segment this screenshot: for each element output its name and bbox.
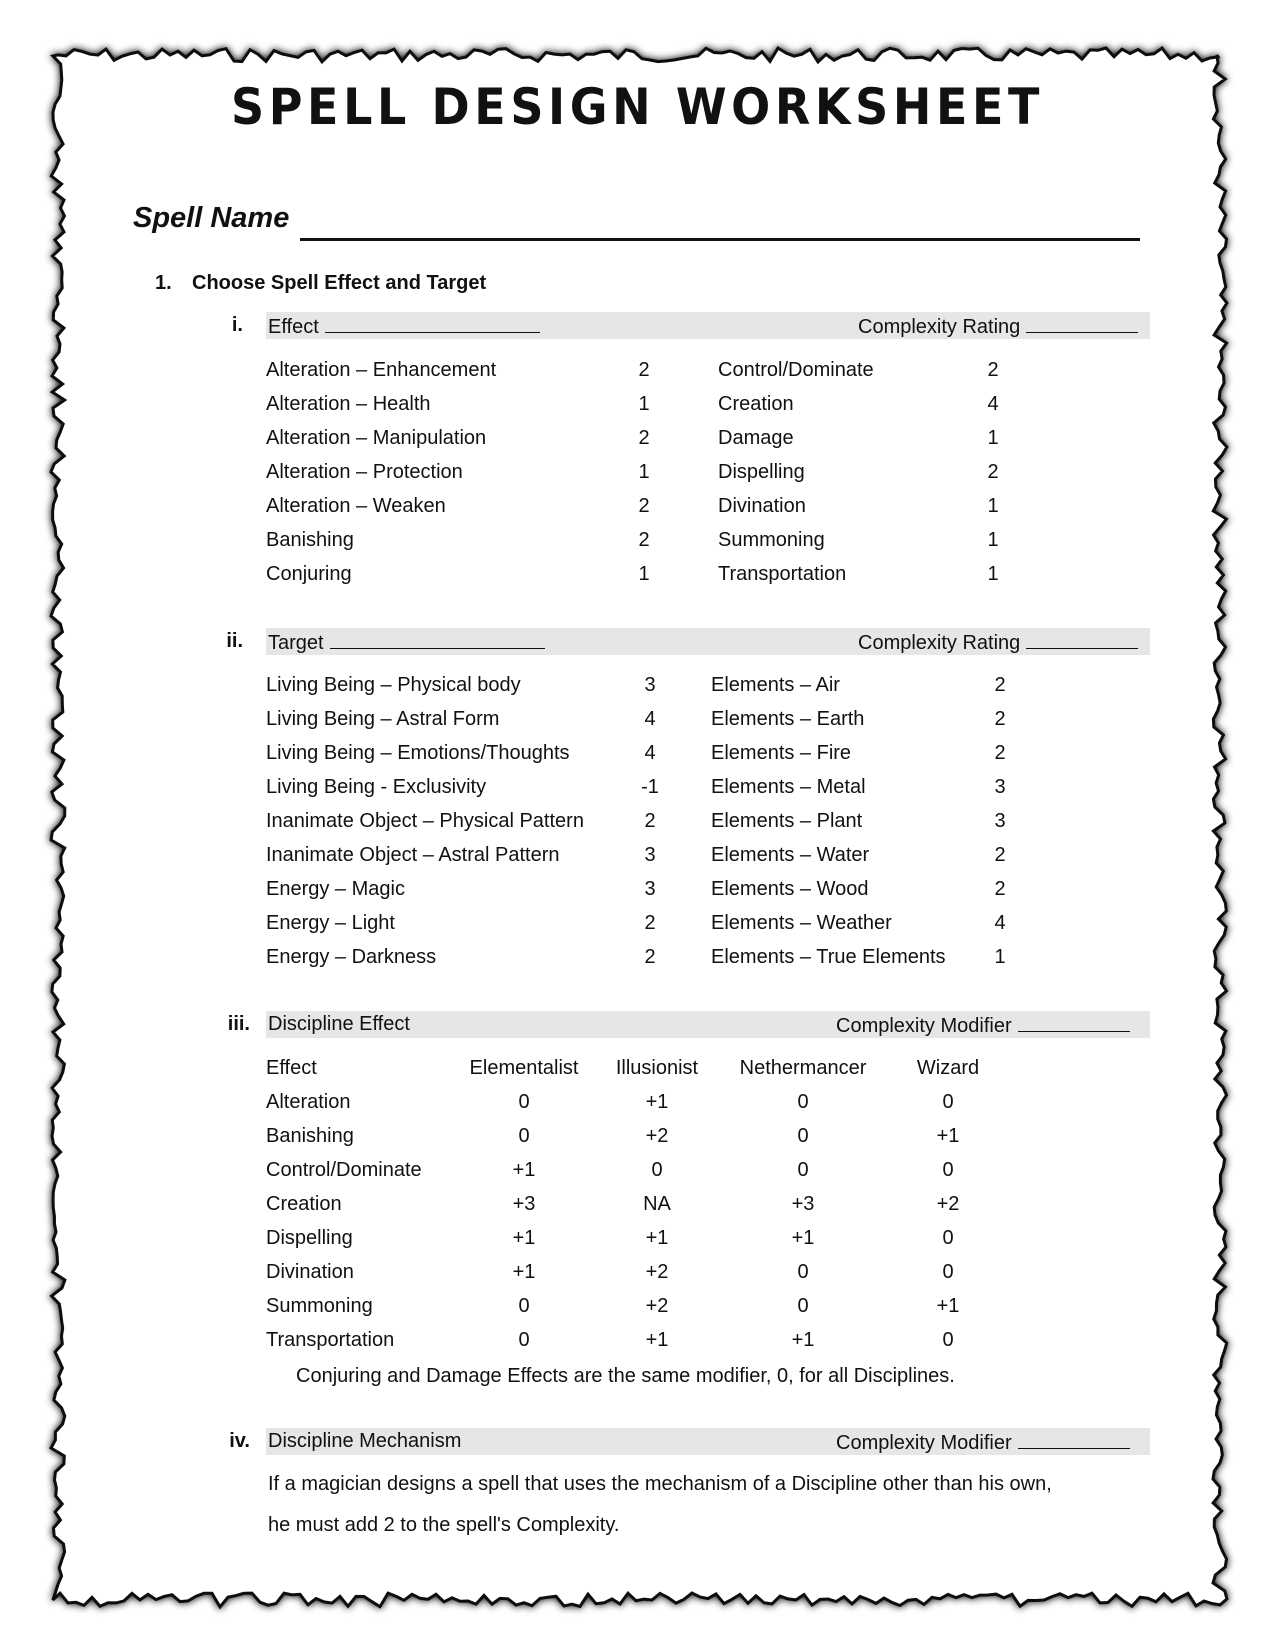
spell-name-field[interactable]	[300, 238, 1140, 241]
discipline-mechanism-complexity-group	[836, 1430, 1130, 1455]
discipline-mechanism-numeral: iv.	[229, 1430, 250, 1452]
effect-numeral: i.	[231, 314, 243, 336]
target-item-name: Energy – Magic	[266, 878, 405, 900]
effect-item-value: 2	[638, 495, 650, 517]
effect-item-value: 1	[987, 529, 999, 551]
discipline-row-value: 0	[518, 1091, 530, 1113]
target-item-name: Elements – Metal	[711, 776, 866, 798]
discipline-row-value: 0	[651, 1159, 663, 1181]
discipline-row-value: 0	[942, 1329, 954, 1351]
effect-item-name: Dispelling	[718, 461, 805, 483]
discipline-row-value: 0	[942, 1227, 954, 1249]
discipline-row-value: +2	[645, 1261, 669, 1283]
discipline-row-value: +2	[645, 1295, 669, 1317]
spell-name-label: Spell Name	[133, 202, 290, 234]
effect-item-name: Damage	[718, 427, 794, 449]
section-number: 1.	[155, 272, 172, 294]
target-numeral: ii.	[226, 630, 243, 652]
target-complexity-group	[858, 630, 1138, 655]
discipline-row-value: 0	[797, 1125, 809, 1147]
effect-item-name: Banishing	[266, 529, 354, 551]
target-item-name: Living Being - Exclusivity	[266, 776, 487, 798]
effect-item-name: Control/Dominate	[718, 359, 874, 381]
target-item-value: 3	[644, 844, 656, 866]
discipline-row-value: 0	[518, 1329, 530, 1351]
effect-item-value: 4	[987, 393, 999, 415]
target-item-value: 4	[644, 708, 656, 730]
discipline-header-wizard: Wizard	[916, 1057, 980, 1079]
target-item-name: Elements – Water	[711, 844, 870, 866]
discipline-row-effect: Creation	[266, 1193, 342, 1215]
effect-label: Effect	[268, 316, 319, 338]
effect-label-group	[268, 314, 540, 339]
discipline-row-value: +1	[791, 1329, 815, 1351]
discipline-note: Conjuring and Damage Effects are the same modifier, 0, for all Disciplines.	[296, 1365, 955, 1387]
target-item-value: 4	[644, 742, 656, 764]
discipline-row-value: +3	[512, 1193, 536, 1215]
effect-item-name: Alteration – Enhancement	[266, 359, 497, 381]
discipline-row-value: 0	[797, 1091, 809, 1113]
discipline-mechanism-label: Discipline Mechanism	[268, 1430, 462, 1452]
discipline-row-value: +1	[936, 1125, 960, 1147]
discipline-effect-complexity-label: Complexity Modifier	[836, 1015, 1012, 1037]
target-item-name: Inanimate Object – Physical Pattern	[266, 810, 584, 832]
effect-item-name: Alteration – Weaken	[266, 495, 446, 517]
discipline-row-effect: Divination	[266, 1261, 354, 1283]
effect-complexity-field[interactable]	[1026, 314, 1138, 333]
effect-item-value: 2	[987, 359, 999, 381]
effect-item-value: 2	[638, 427, 650, 449]
discipline-row-value: +3	[791, 1193, 815, 1215]
target-item-value: 2	[994, 878, 1006, 900]
mechanism-text-line2: he must add 2 to the spell's Complexity.	[268, 1514, 620, 1536]
discipline-row-effect: Alteration	[266, 1091, 351, 1113]
discipline-effect-numeral: iii.	[227, 1013, 250, 1035]
effect-item-value: 1	[638, 461, 650, 483]
target-item-name: Elements – Wood	[711, 878, 869, 900]
target-item-name: Living Being – Emotions/Thoughts	[266, 742, 570, 764]
target-blank-field[interactable]	[330, 630, 545, 649]
discipline-row-value: 0	[797, 1261, 809, 1283]
discipline-header-illusionist: Illusionist	[615, 1057, 699, 1079]
target-item-name: Elements – Fire	[711, 742, 852, 764]
discipline-row-value: +1	[645, 1329, 669, 1351]
effect-item-value: 2	[987, 461, 999, 483]
discipline-row-value: +1	[791, 1227, 815, 1249]
discipline-effect-label: Discipline Effect	[268, 1013, 410, 1035]
target-item-name: Elements – Plant	[711, 810, 863, 832]
effect-item-value: 2	[638, 529, 650, 551]
target-label-group	[268, 630, 545, 655]
target-item-value: 3	[994, 776, 1006, 798]
discipline-row-value: 0	[518, 1295, 530, 1317]
target-item-value: 2	[994, 742, 1006, 764]
discipline-row-value: 0	[797, 1159, 809, 1181]
target-item-value: -1	[641, 776, 659, 798]
discipline-mechanism-complexity-label: Complexity Modifier	[836, 1432, 1012, 1454]
target-item-name: Elements – Air	[711, 674, 840, 696]
discipline-row-effect: Dispelling	[266, 1227, 353, 1249]
discipline-row-value: 0	[518, 1125, 530, 1147]
discipline-row-effect: Banishing	[266, 1125, 354, 1147]
effect-item-name: Summoning	[718, 529, 825, 551]
effect-item-name: Alteration – Health	[266, 393, 431, 415]
discipline-effect-complexity-field[interactable]	[1018, 1013, 1130, 1032]
target-item-name: Energy – Light	[266, 912, 395, 934]
target-label: Target	[268, 632, 324, 654]
target-item-value: 2	[644, 810, 656, 832]
discipline-row-value: 0	[942, 1159, 954, 1181]
discipline-header-nethermancer: Nethermancer	[739, 1057, 867, 1079]
discipline-row-value: 0	[942, 1261, 954, 1283]
discipline-row-value: +2	[936, 1193, 960, 1215]
target-complexity-label: Complexity Rating	[858, 632, 1021, 654]
page-title: SPELL DESIGN WORKSHEET	[231, 78, 1044, 136]
target-item-value: 2	[644, 912, 656, 934]
discipline-row-effect: Transportation	[266, 1329, 395, 1351]
effect-blank-field[interactable]	[325, 314, 540, 333]
effect-item-value: 1	[987, 427, 999, 449]
discipline-row-effect: Summoning	[266, 1295, 373, 1317]
target-item-name: Living Being – Astral Form	[266, 708, 500, 730]
discipline-mechanism-complexity-field[interactable]	[1018, 1430, 1130, 1449]
discipline-row-effect: Control/Dominate	[266, 1159, 422, 1181]
target-item-value: 3	[644, 674, 656, 696]
target-item-name: Energy – Darkness	[266, 946, 437, 968]
target-item-value: 3	[644, 878, 656, 900]
discipline-row-value: +1	[512, 1227, 536, 1249]
discipline-row-value: 0	[797, 1295, 809, 1317]
target-item-value: 2	[644, 946, 656, 968]
discipline-header-effect: Effect	[266, 1057, 317, 1079]
discipline-row-value: +1	[645, 1227, 669, 1249]
effect-complexity-label: Complexity Rating	[858, 316, 1021, 338]
effect-item-value: 1	[987, 495, 999, 517]
effect-item-name: Transportation	[718, 563, 847, 585]
target-item-value: 2	[994, 708, 1006, 730]
discipline-row-value: +1	[936, 1295, 960, 1317]
target-item-value: 2	[994, 844, 1006, 866]
effect-item-name: Alteration – Manipulation	[266, 427, 487, 449]
discipline-row-value: +1	[645, 1091, 669, 1113]
target-item-name: Elements – Weather	[711, 912, 892, 934]
effect-item-value: 1	[638, 393, 650, 415]
effect-item-name: Conjuring	[266, 563, 352, 585]
discipline-effect-complexity-group	[836, 1013, 1130, 1038]
effect-complexity-group	[858, 314, 1138, 339]
mechanism-text-line1: If a magician designs a spell that uses the mechanism of a Discipline other than his own,	[268, 1473, 1052, 1495]
discipline-row-value: +1	[512, 1261, 536, 1283]
effect-item-value: 1	[638, 563, 650, 585]
target-item-name: Living Being – Physical body	[266, 674, 521, 696]
effect-item-name: Divination	[718, 495, 806, 517]
target-item-value: 4	[994, 912, 1006, 934]
target-complexity-field[interactable]	[1026, 630, 1138, 649]
target-item-name: Elements – Earth	[711, 708, 865, 730]
target-item-value: 3	[994, 810, 1006, 832]
discipline-row-value: +2	[645, 1125, 669, 1147]
discipline-row-value: +1	[512, 1159, 536, 1181]
section-heading: Choose Spell Effect and Target	[192, 272, 487, 294]
target-item-name: Elements – True Elements	[711, 946, 946, 968]
discipline-row-value: NA	[643, 1193, 671, 1215]
effect-item-value: 2	[638, 359, 650, 381]
target-item-name: Inanimate Object – Astral Pattern	[266, 844, 560, 866]
effect-item-name: Alteration – Protection	[266, 461, 463, 483]
target-item-value: 1	[994, 946, 1006, 968]
discipline-header-elementalist: Elementalist	[469, 1057, 579, 1079]
discipline-row-value: 0	[942, 1091, 954, 1113]
target-item-value: 2	[994, 674, 1006, 696]
effect-item-value: 1	[987, 563, 999, 585]
effect-item-name: Creation	[718, 393, 794, 415]
